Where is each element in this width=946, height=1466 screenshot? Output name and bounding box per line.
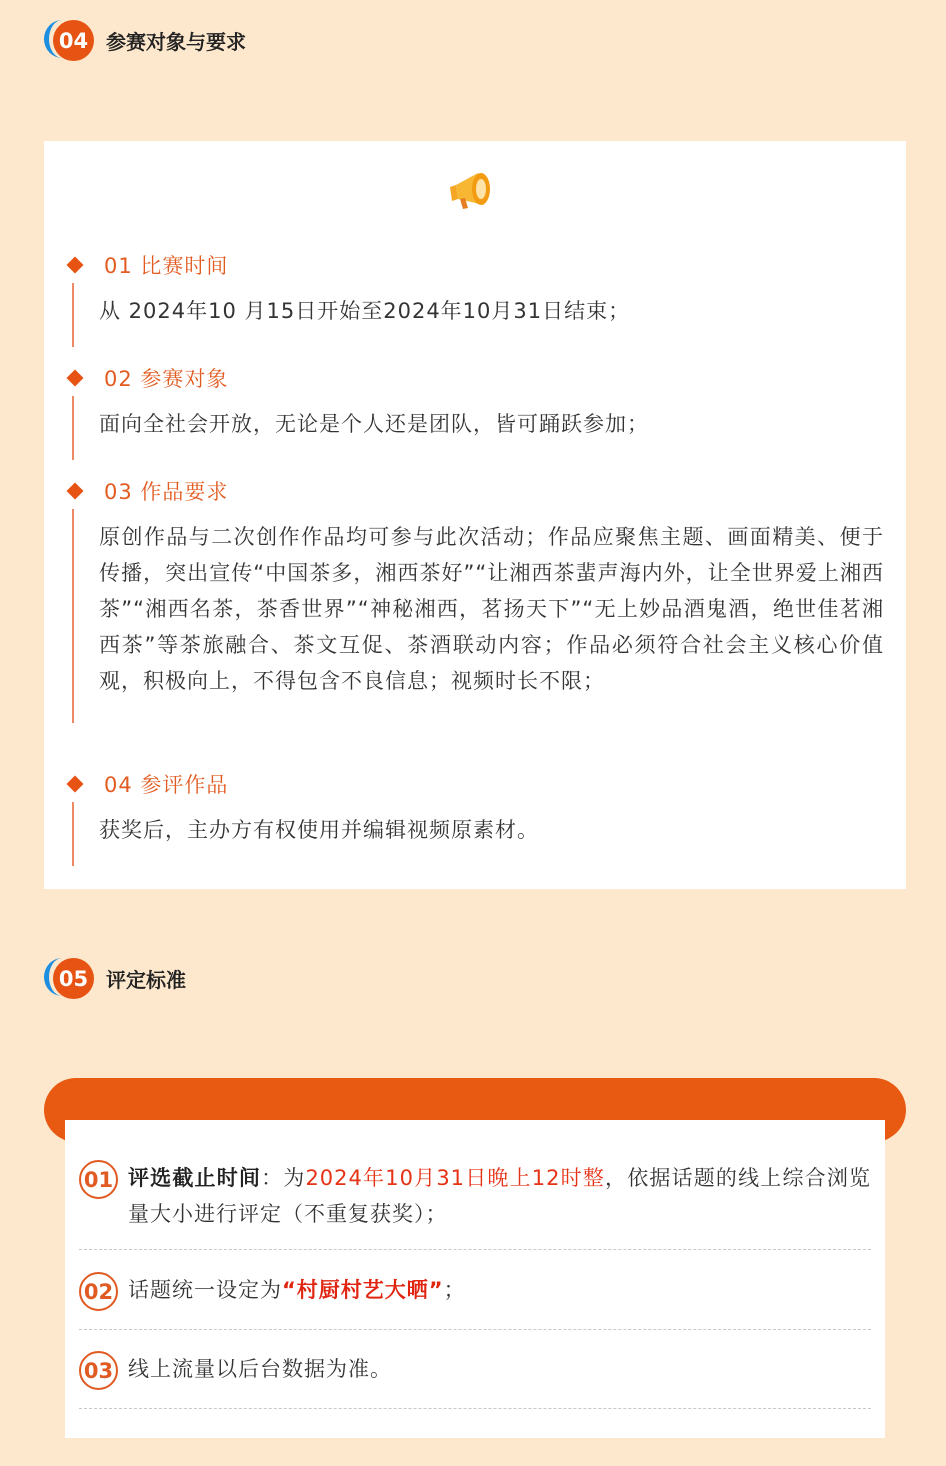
- section-title: 评定标准: [106, 967, 186, 992]
- section-number-badge: [44, 18, 100, 62]
- criteria-number: 03: [79, 1351, 118, 1390]
- divider: [79, 1249, 871, 1250]
- requirement-item: [44, 475, 906, 723]
- diamond-bullet-icon: [67, 370, 84, 387]
- criteria-number: 01: [79, 1160, 118, 1199]
- item-text: 原创作品与二次创作作品均可参与此次活动；作品应聚焦主题、画面精美、便于传播，突出宣传“中国茶多，湘西茶好”“让湘西茶蜚声海内外，让全世界爱上湘西茶”“湘西名茶，茶香世界”“神秘湘西，茗扬天下”“无上妙品酒鬼酒，绝世佳茗湘西茶”等茶旅融合、茶文互促、茶酒联动内容；作品必须符合社会主义核心价值观，积极向上，不得包含不良信息；视频时长不限；: [99, 525, 884, 693]
- criteria-item: [79, 1272, 871, 1308]
- item-text: 获奖后，主办方有权使用并编辑视频原素材。: [99, 818, 539, 842]
- requirement-item: [44, 362, 906, 460]
- diamond-bullet-icon: [67, 776, 84, 793]
- item-text: 从 2024年10 月15日开始至2024年10月31日结束；: [99, 299, 631, 323]
- diamond-bullet-icon: [67, 483, 84, 500]
- section-number: 05: [53, 958, 94, 999]
- criteria-text: [128, 1272, 871, 1308]
- item-title: 02 参赛对象: [104, 367, 229, 391]
- criteria-item: [79, 1351, 871, 1387]
- criteria-label: 评选截止时间: [128, 1166, 262, 1190]
- divider: [79, 1408, 871, 1409]
- requirement-item: [44, 249, 906, 347]
- divider: [79, 1329, 871, 1330]
- criteria-card: [65, 1120, 885, 1438]
- criteria-separator: ：为: [261, 1166, 306, 1190]
- item-title: 03 作品要求: [104, 480, 229, 504]
- deadline-highlight: 2024年10月31日晚上12时整: [305, 1166, 606, 1190]
- item-title: 01 比赛时间: [104, 254, 229, 278]
- criteria-text: 线上流量以后台数据为准。: [128, 1357, 392, 1381]
- diamond-bullet-icon: [67, 257, 84, 274]
- section-04-heading: [44, 18, 246, 62]
- criteria-number: 02: [79, 1272, 118, 1311]
- section-number-badge: [44, 956, 100, 1000]
- section-title: 参赛对象与要求: [106, 29, 246, 54]
- item-title: 04 参评作品: [104, 773, 229, 797]
- criteria-rest: ，依据话题的线上综合浏览量大小进行评定（不重复获奖）；: [128, 1166, 872, 1226]
- section-number: 04: [53, 20, 94, 61]
- megaphone-icon: [444, 161, 500, 215]
- criteria-item: [79, 1160, 871, 1232]
- criteria-prefix: 话题统一设定为: [128, 1278, 282, 1302]
- requirement-item: [44, 768, 906, 866]
- section-05-heading: [44, 956, 186, 1000]
- criteria-text: [128, 1160, 871, 1232]
- criteria-suffix: ；: [443, 1278, 466, 1302]
- item-text: 面向全社会开放，无论是个人还是团队，皆可踊跃参加；: [99, 412, 649, 436]
- requirements-card: [44, 141, 906, 889]
- topic-highlight: “村厨村艺大晒”: [282, 1278, 444, 1302]
